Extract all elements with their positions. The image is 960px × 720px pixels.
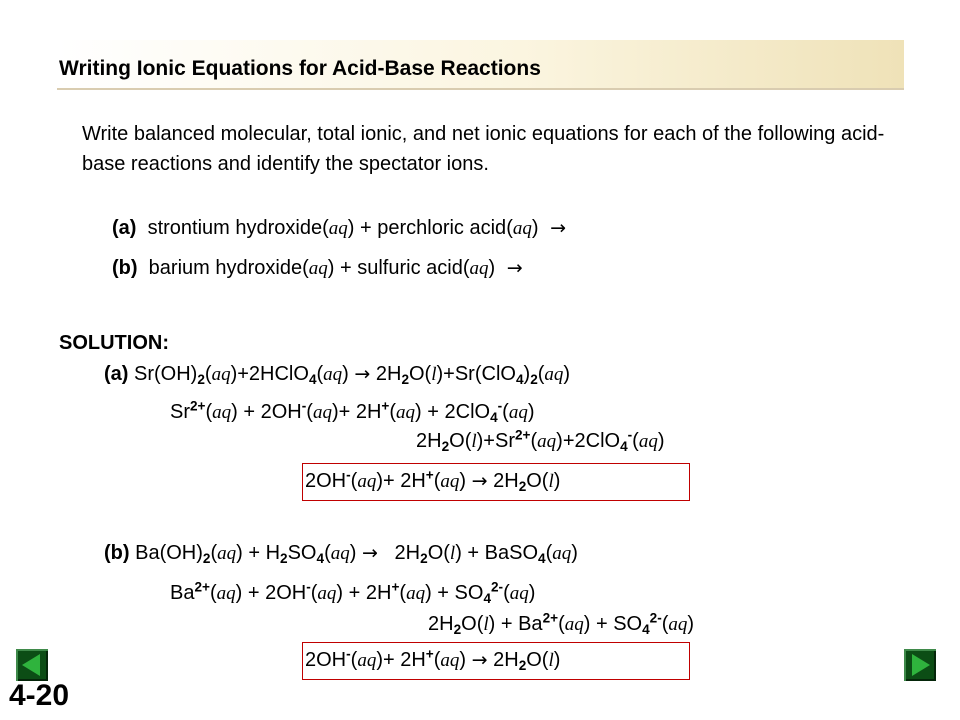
- equation-b-total-ionic-line-1: $Ba^{2+}(aq) + 2OH^-(aq) + 2H^+(aq) + SO_4^{2-}(aq)$: [170, 579, 536, 607]
- solution-label: SOLUTION:: [59, 332, 169, 354]
- equation-b-molecular: (b) $Ba(OH)_2(aq) + H_2SO_4(aq) \to 2H_2O(l)$ + BaSO$_4$(aq): [104, 542, 578, 567]
- prev-slide-button[interactable]: [16, 649, 48, 681]
- question-a-reactant-2: + perchloric acid: [360, 217, 507, 239]
- equation-a-total-ionic-line-1: $Sr^{2+}(aq) + 2OH^-(aq)+ 2H^+(aq) + 2ClO_4^-(aq)$: [170, 398, 535, 426]
- question-b-reactant-1: barium hydroxide: [148, 257, 303, 279]
- question-b-label: (b): [112, 257, 138, 279]
- equation-b-net-ionic: $2OH^-(aq)+ 2H^+(aq) \to 2H_2O(l)$: [305, 646, 561, 674]
- slide-title: Writing Ionic Equations for Acid-Base Reactions: [59, 57, 541, 80]
- question-a-label: (a): [112, 217, 137, 239]
- equation-a-molecular: (a) $Sr(OH)_2(aq)+2HClO_4(aq) \to 2H_2O(l)+Sr(ClO_4)_2(aq)$: [104, 363, 571, 388]
- question-b: (b) barium hydroxide(aq) + sulfuric acid(aq) →: [112, 257, 523, 279]
- equation-b-total-ionic-line-2: $2H_2O(l) + Ba^{2+}(aq) + SO_4^{2-}(aq)$: [428, 610, 695, 638]
- question-a: (a) strontium hydroxide(aq) + perchloric acid(aq) →: [112, 217, 567, 239]
- equation-a-net-ionic: $2OH^-(aq)+ 2H^+(aq) \to 2H_2O(l)$: [305, 467, 561, 495]
- question-b-reactant-2: + sulfuric acid: [339, 257, 463, 279]
- equation-a-total-ionic-line-2: $2H_2O(l)+Sr^{2+}(aq)+2ClO_4^-(aq)$: [416, 427, 665, 455]
- intro-text: Write balanced molecular, total ionic, and net ionic equations for each of the following acid-base reactions and identify the spectator ions.: [82, 123, 885, 175]
- slide-number: 4-20: [9, 679, 70, 712]
- next-slide-button[interactable]: [904, 649, 936, 681]
- question-a-reactant-1: strontium hydroxide: [147, 217, 323, 239]
